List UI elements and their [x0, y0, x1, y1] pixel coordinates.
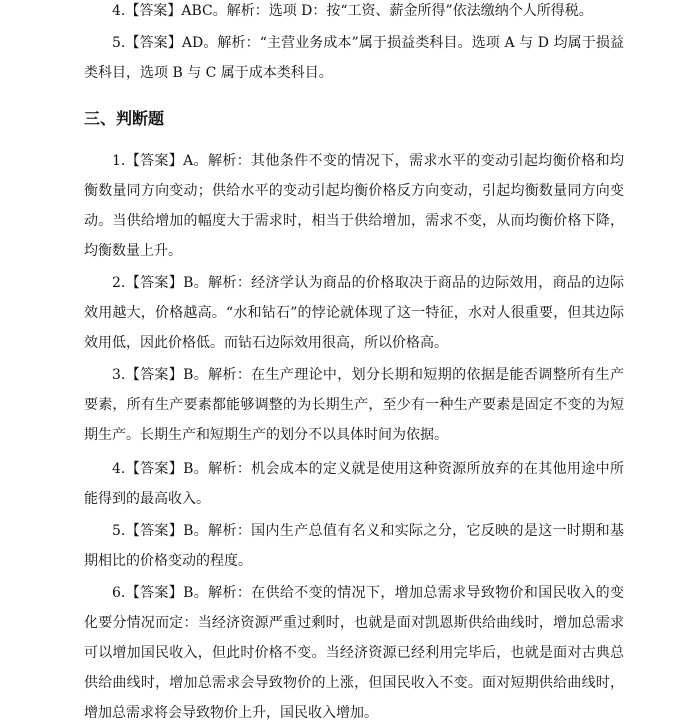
judgment-item-1: 1.【答案】A。解析：其他条件不变的情况下，需求水平的变动引起均衡价格和均衡数量同方向变动；供给水平的变动引起均衡价格反方向变动，引起均衡数量同方向变动。当供给增加的幅度大于需求时，相当于供给增加，需求不变，从而均衡价格下降，均衡数量上升。 [84, 153, 624, 259]
answer-item-4: 4.【答案】ABC。解析：选项 D：按“工资、薪金所得”依法缴纳个人所得税。 [112, 3, 593, 19]
answer-item-5: 5.【答案】AD。解析：“主营业务成本”属于损益类科目。选项 A 与 D 均属于损益类科目，选项 B 与 C 属于成本类科目。 [84, 35, 624, 81]
judgment-item-2: 2.【答案】B。解析：经济学认为商品的价格取决于商品的边际效用，商品的边际效用越大，价格越高。“水和钻石”的悖论就体现了这一特征，水对人很重要，但其边际效用低，因此价格低。而钻石边际效用很高，所以价格高。 [84, 275, 624, 351]
judgment-item-4: 4.【答案】B。解析：机会成本的定义就是使用这种资源所放弃的在其他用途中所能得到的最高收入。 [84, 461, 624, 507]
judgment-item-6: 6.【答案】B。解析：在供给不变的情况下，增加总需求导致物价和国民收入的变化要分情况而定：当经济资源严重过剩时，也就是面对凯恩斯供给曲线时，增加总需求可以增加国民收入，但此时价格不变。当经济资源已经利用完毕后，也就是面对古典总供给曲线时，增加总需求会导致物价的上涨，但国民收入不变。面对短期供给曲线时，增加总需求将会导致物价上升，国民收入增加。 [84, 585, 624, 721]
judgment-item-5: 5.【答案】B。解析：国内生产总值有名义和实际之分，它反映的是这一时期和基期相比的价格变动的程度。 [84, 523, 624, 569]
judgment-item-3: 3.【答案】B。解析：在生产理论中，划分长期和短期的依据是能否调整所有生产要素，所有生产要素都能够调整的为长期生产，至少有一种生产要素是固定不变的为短期生产。长期生产和短期生产的划分不以具体时间为依据。 [84, 367, 624, 443]
section-heading-judgment: 三、判断题 [84, 109, 165, 128]
